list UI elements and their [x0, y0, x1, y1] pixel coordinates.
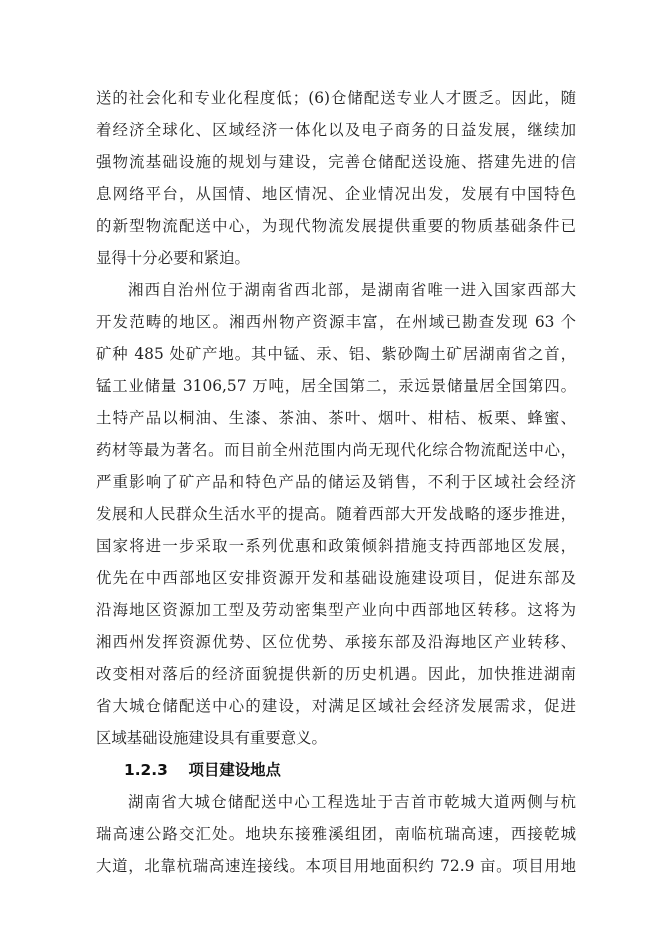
paragraph3-line-2: 瑞高速公路交汇处。地块东接雅溪组团，南临杭瑞高速，西接乾城 — [96, 825, 576, 843]
paragraph2-line-12: 湘西州发挥资源优势、区位优势、承接东部及沿海地区产业转移、 — [96, 633, 576, 651]
paragraph2-line-8: 发展和人民群众生活水平的提高。随着西部大开发战略的逐步推进， — [96, 505, 576, 523]
paragraph1-line-3: 强物流基础设施的规划与建设，完善仓储配送设施、搭建先进的信 — [96, 153, 576, 171]
paragraph2-line-9: 国家将进一步采取一系列优惠和政策倾斜措施支持西部地区发展， — [96, 537, 576, 555]
paragraph2-line-11: 沿海地区资源加工型及劳动密集型产业向中西部地区转移。这将为 — [96, 601, 576, 619]
paragraph2-line-13: 改变相对落后的经济面貌提供新的历史机遇。因此，加快推进湖南 — [96, 665, 576, 683]
paragraph2-line-5: 土特产品以桐油、生漆、茶油、茶叶、烟叶、柑桔、板栗、蜂蜜、 — [96, 409, 576, 427]
paragraph2-line-1: 湘西自治州位于湖南省西北部，是湖南省唯一进入国家西部大 — [128, 281, 576, 299]
paragraph2-line-2: 开发范畴的地区。湘西州物产资源丰富，在州域已勘查发现 63 个 — [96, 313, 576, 331]
paragraph2-line-15: 区域基础设施建设具有重要意义。 — [96, 729, 327, 747]
paragraph1-line-2: 着经济全球化、区域经济一体化以及电子商务的日益发展，继续加 — [96, 121, 576, 139]
paragraph2-line-4: 锰工业储量 3106,57 万吨，居全国第二，汞远景储量居全国第四。 — [96, 377, 576, 395]
paragraph3-line-3: 大道，北靠杭瑞高速连接线。本项目用地面积约 72.9 亩。项目用地 — [96, 857, 576, 875]
section-number: 1.2.3 — [124, 761, 168, 779]
paragraph2-line-6: 药材等最为著名。而目前全州范围内尚无现代化综合物流配送中心， — [96, 441, 576, 459]
paragraph2-line-10: 优先在中西部地区安排资源开发和基础设施建设项目，促进东部及 — [96, 569, 576, 587]
paragraph3-line-1: 湖南省大城仓储配送中心工程选址于吉首市乾城大道两侧与杭 — [128, 793, 576, 811]
paragraph1-line-5: 的新型物流配送中心，为现代物流发展提供重要的物质基础条件已 — [96, 217, 576, 235]
section-heading — [124, 755, 281, 785]
section-title: 项目建设地点 — [188, 761, 281, 779]
paragraph2-line-7: 严重影响了矿产品和特色产品的储运及销售，不利于区域社会经济 — [96, 473, 576, 491]
paragraph2-line-14: 省大城仓储配送中心的建设，对满足区域社会经济发展需求，促进 — [96, 697, 576, 715]
paragraph2-line-3: 矿种 485 处矿产地。其中锰、汞、铝、紫砂陶土矿居湖南省之首， — [96, 345, 576, 363]
paragraph1-line-1: 送的社会化和专业化程度低；(6)仓储配送专业人才匮乏。因此，随 — [96, 89, 576, 107]
paragraph1-line-4: 息网络平台，从国情、地区情况、企业情况出发，发展有中国特色 — [96, 185, 576, 203]
paragraph1-line-6: 显得十分必要和紧迫。 — [96, 249, 250, 267]
